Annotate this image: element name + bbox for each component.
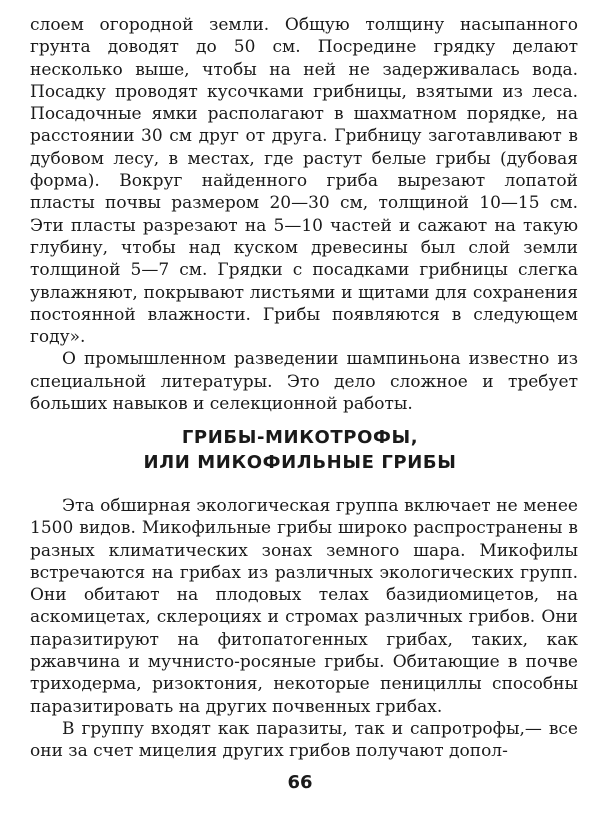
paragraph-group: В группу входят как паразиты, так и сапротрофы,— все они за счет мицелия других грибов получают допол- [30,718,578,762]
paragraph-continuation: слоем огородной земли. Общую толщину насыпанного грунта доводят до 50 см. Посредине грядку делают несколько выше, чтобы на ней не задерживалась вода. Посадку проводят кусочками грибницы, взятыми из леса. Посадочные ямки располагают в шахматном порядке, на расстоянии 30 см друг от друга. Грибницу заготавливают в дубовом лесу, в местах, где растут белые грибы (дубовая форма). Вокруг найденного гриба вырезают лопатой пласты почвы размером 20—30 см, толщиной 10—15 см. Эти пласты разрезают на 5—10 частей и сажают на такую глубину, чтобы над куском древесины был слой земли толщиной 5—7 см. Грядки с посадками грибницы слегка увлажняют, покрывают листьями и щитами для сохранения постоянной влажности. Грибы появляются в следующем году». [30,15,578,348]
heading-line-1: ГРИБЫ-МИКОТРОФЫ, [181,427,419,448]
page-number: 66 [287,772,313,793]
text-section-top [30,14,578,415]
heading-line-2: ИЛИ МИКОФИЛЬНЫЕ ГРИБЫ [143,452,457,473]
text-section-bottom [30,495,578,763]
paragraph-mycophiles: Эта обширная экологическая группа включает не менее 1500 видов. Микофильные грибы широко распространены в разных климатических зонах земного шара. Микофилы встречаются на грибах из различных экологических групп. Они обитают на плодовых телах базидиомицетов, на аскомицетах, склероциях и стромах различных грибов. Они паразитируют на фитопатогенных грибах, таких, как ржавчина и мучнисто-росяные грибы. Обитающие в почве триходерма, ризоктония, некоторые пенициллы способны паразитировать на других почвенных грибах. [30,496,578,717]
section-heading [0,425,600,475]
paragraph-champignon: О промышленном разведении шампиньона известно из специальной литературы. Это дело сложное и требует больших навыков и селекционной работы. [30,349,578,415]
